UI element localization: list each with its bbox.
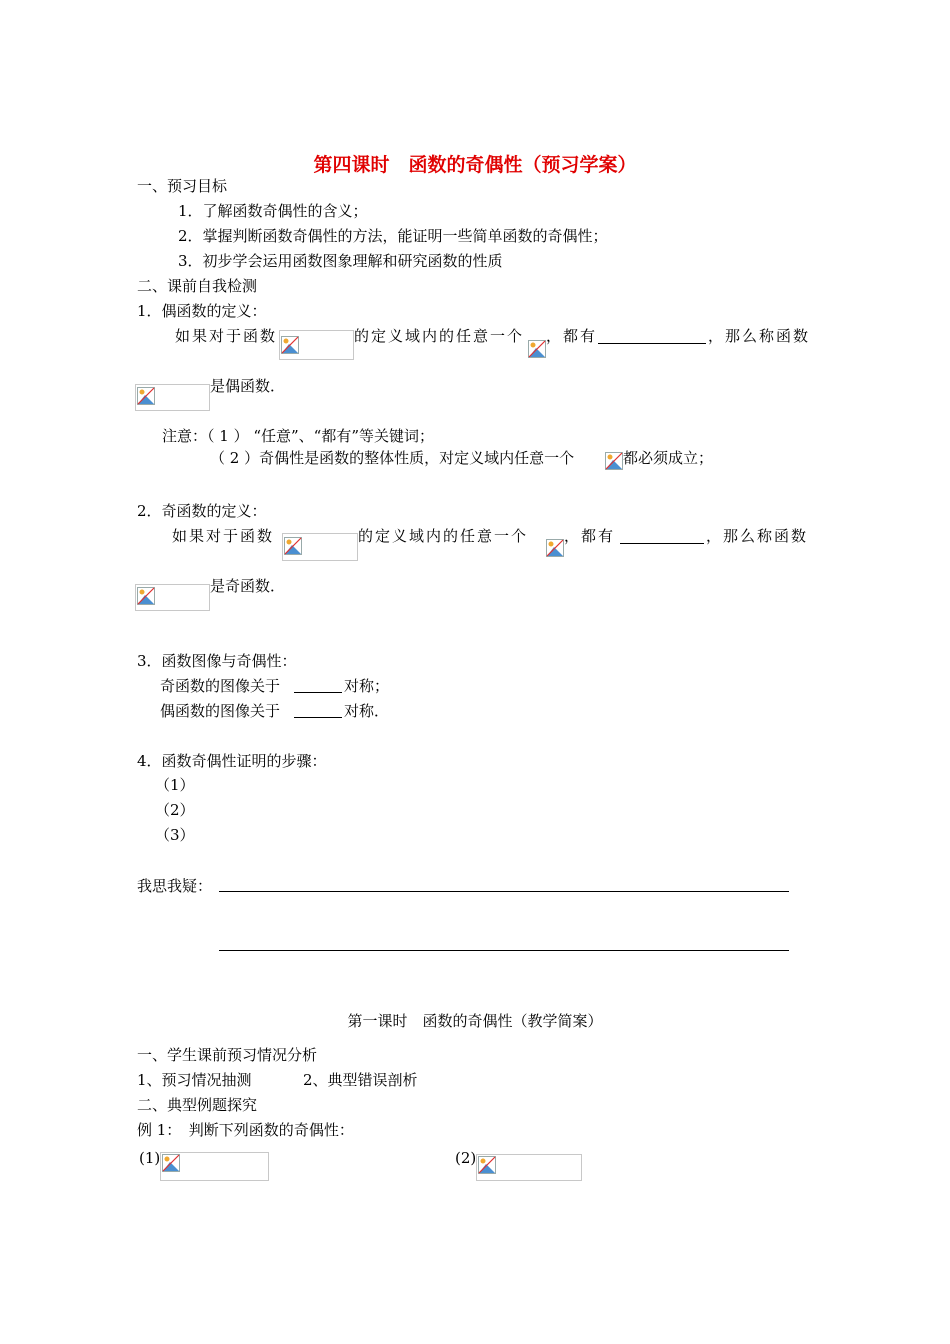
- q2-text-a: 如果对于函数: [172, 527, 275, 545]
- q3-line1b: 对称；: [344, 677, 390, 695]
- broken-image-icon: [478, 1156, 496, 1174]
- q2-label: 2．奇函数的定义：: [137, 502, 267, 520]
- q1-note1: 注意：（ 1 ） “任意”、“都有”等关键词；: [162, 427, 435, 445]
- q1-text-e: 是偶函数．: [210, 377, 286, 395]
- lesson2-heading-1: 一、学生课前预习情况分析: [137, 1046, 318, 1064]
- broken-image-icon: [137, 587, 155, 605]
- q4-step: （1）: [155, 776, 195, 794]
- lesson2-heading-2: 二、典型例题探究: [137, 1096, 258, 1114]
- q1-text-a: 如果对于函数: [175, 327, 278, 345]
- broken-image-icon: [284, 537, 302, 555]
- q1-text-c: ，都有: [546, 327, 598, 345]
- q4-step: （2）: [155, 801, 195, 819]
- section-heading-goals: 一、预习目标: [137, 177, 228, 195]
- lesson2-title: 第一课时 函数的奇偶性（教学简案）: [347, 1012, 603, 1030]
- q2-text-c: ，都有: [564, 527, 616, 545]
- q3-line1a: 奇函数的图像关于: [160, 677, 281, 695]
- fill-blank-line: [294, 717, 342, 718]
- q4-label: 4．函数奇偶性证明的步骤：: [137, 752, 327, 770]
- q2-text-d: ，那么称函数: [706, 527, 809, 545]
- goal-item: 2．掌握判断函数奇偶性的方法，能证明一些简单函数的奇偶性；: [178, 227, 608, 245]
- broken-image-icon: [281, 336, 299, 354]
- q1-text-b: 的定义域内的任意一个: [354, 327, 525, 345]
- answer-line: [219, 891, 789, 892]
- answer-line: [219, 950, 789, 951]
- q2-text-b: 的定义域内的任意一个: [358, 527, 529, 545]
- lesson2-item-2: 2、典型错误剖析: [303, 1071, 418, 1089]
- fill-blank-line: [620, 543, 704, 544]
- fill-blank-line: [598, 343, 706, 344]
- example-part-2: (2): [455, 1149, 477, 1167]
- q1-note2a: （ 2 ）奇偶性是函数的整体性质，对定义域内任意一个: [210, 449, 575, 467]
- q1-text-d: ，那么称函数: [708, 327, 811, 345]
- fill-blank-line: [294, 692, 342, 693]
- q3-line2b: 对称．: [344, 702, 390, 720]
- q2-text-e: 是奇函数．: [210, 577, 286, 595]
- broken-image-icon: [546, 539, 564, 557]
- example-part-1: (1): [139, 1149, 161, 1167]
- q1-label: 1．偶函数的定义：: [137, 302, 267, 320]
- goal-item: 1．了解函数奇偶性的含义；: [178, 202, 368, 220]
- q4-step: （3）: [155, 826, 195, 844]
- lesson2-item-1: 1、预习情况抽测: [137, 1071, 252, 1089]
- q1-note2b: 都必须成立；: [623, 449, 714, 467]
- example-1-label: 例 1： 判断下列函数的奇偶性：: [137, 1121, 354, 1139]
- broken-image-icon: [137, 387, 155, 405]
- section-heading-selfcheck: 二、课前自我检测: [137, 277, 258, 295]
- q3-label: 3．函数图像与奇偶性：: [137, 652, 297, 670]
- broken-image-icon: [528, 340, 546, 358]
- broken-image-icon: [162, 1154, 180, 1172]
- doubt-label: 我思我疑：: [137, 877, 213, 895]
- goal-item: 3．初步学会运用函数图象理解和研究函数的性质: [178, 252, 503, 270]
- broken-image-icon: [605, 452, 623, 470]
- q3-line2a: 偶函数的图像关于: [160, 702, 281, 720]
- page-title: 第四课时 函数的奇偶性（预习学案）: [313, 154, 637, 176]
